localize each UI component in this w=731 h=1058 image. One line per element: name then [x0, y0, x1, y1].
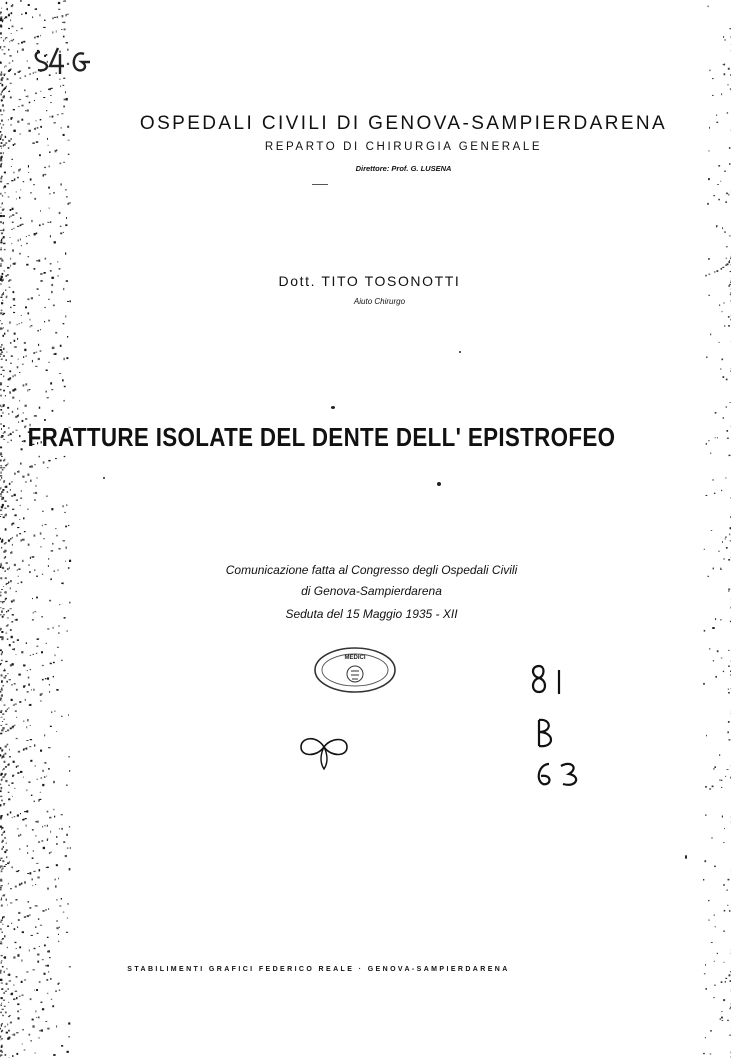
communication-line-1: Comunicazione fatta al Congresso degli Ospedali Civili: [225, 563, 518, 577]
document-title: FRATTURE ISOLATE DEL DENTE DELL' EPISTROFEO: [27, 422, 616, 452]
svg-text:MEDICI: MEDICI: [344, 655, 366, 661]
department-name: REPARTO DI CHIRURGIA GENERALE: [264, 141, 543, 153]
director-line: Direttore: Prof. G. LUSENA: [355, 164, 452, 173]
handwritten-catalog-number: [525, 660, 595, 800]
communication-line-3: Seduta del 15 Maggio 1935 - XII: [285, 607, 458, 621]
author-name: Dott. TITO TOSONOTTI: [278, 273, 461, 289]
ornament-icon: [297, 733, 351, 773]
communication-line-2: di Genova-Sampierdarena: [301, 584, 442, 598]
hospital-name: OSPEDALI CIVILI DI GENOVA-SAMPIERDARENA: [139, 113, 668, 134]
speck: [685, 855, 687, 859]
handwritten-corner-note: [32, 40, 104, 80]
speck: [331, 406, 335, 409]
author-role: Aiuto Chirurgo: [353, 297, 406, 306]
speck: [437, 482, 441, 486]
speck: [459, 351, 461, 353]
speck: [103, 477, 105, 479]
divider: [312, 184, 328, 185]
speck: [712, 627, 715, 629]
scan-edge-noise-right: [701, 0, 731, 1058]
printer-imprint: STABILIMENTI GRAFICI FEDERICO REALE · GENOVA-SAMPIERDARENA: [127, 966, 510, 973]
library-stamp: [312, 645, 398, 695]
scan-edge-noise-left: [0, 0, 75, 1058]
